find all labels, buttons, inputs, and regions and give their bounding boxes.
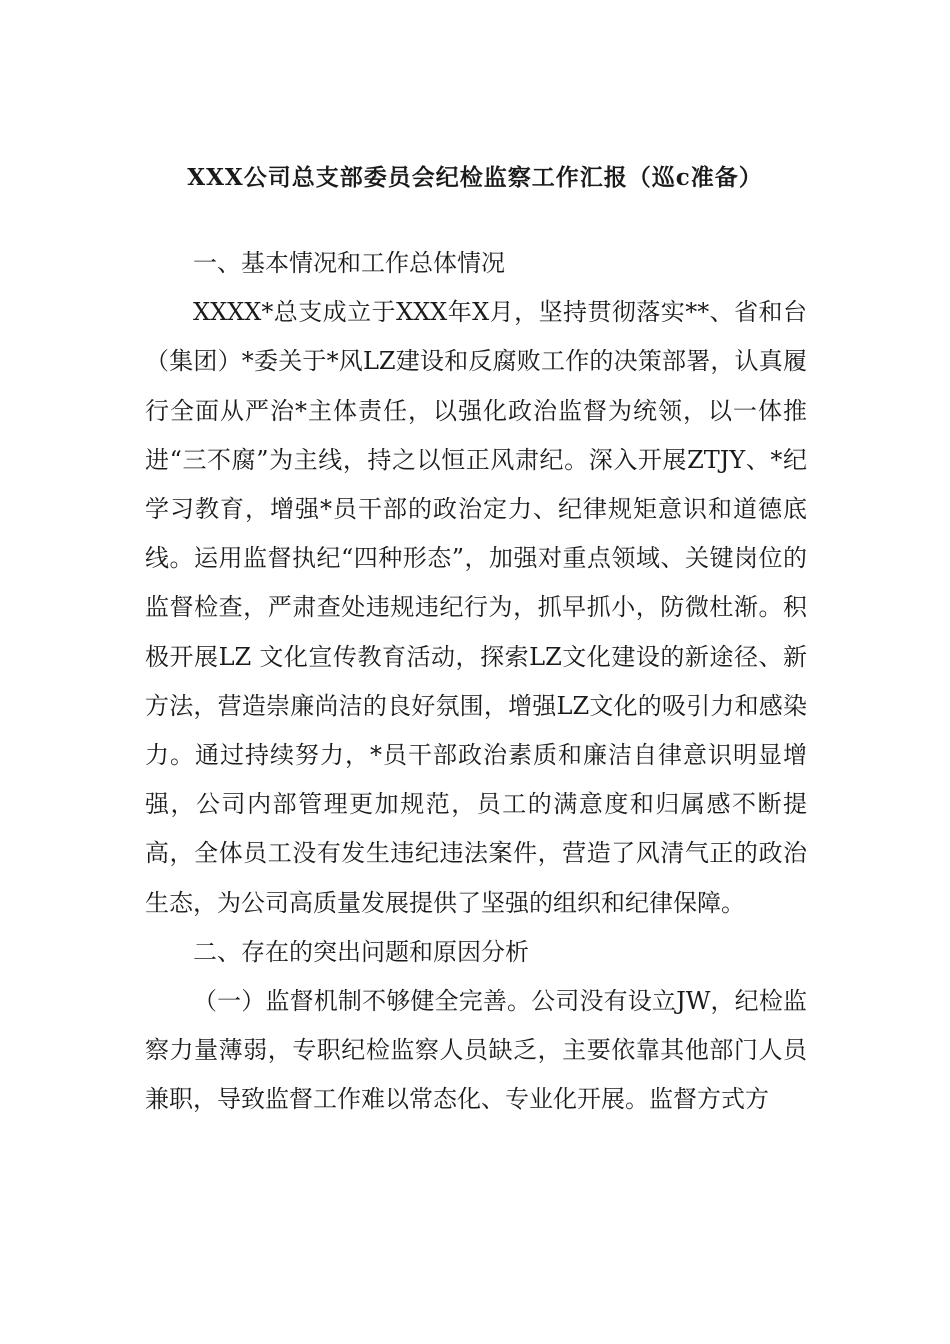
document-body xyxy=(145,239,807,1125)
document-title: XXX公司总支部委员会纪检监察工作汇报（巡c准备） xyxy=(187,164,763,191)
section-heading-2: 二、存在的突出问题和原因分析 xyxy=(193,937,529,966)
section-heading-1: 一、基本情况和工作总体情况 xyxy=(193,249,505,277)
paragraph-issue-1: （一）监督机制不够健全完善。公司没有设立JW，纪检监察力量薄弱，专职纪检监察人员缺乏，主要依靠其他部门人员兼职，导致监督工作难以常态化、专业化开展。监督方式方 xyxy=(145,987,807,1114)
paragraph-overview: XXXX*总支成立于XXX年X月，坚持贯彻落实**、省和台（集团）*委关于*风LZ建设和反腐败工作的决策部署，认真履行全面从严治*主体责任，以强化政治监督为统领，以一体推进“三不腐”为主线，持之以恒正风肃纪。深入开展ZTJY、*纪学习教育，增强*员干部的政治定力、纪律规矩意识和道德底线。运用监督执纪“四种形态”，加强对重点领域、关键岗位的监督检查，严肃查处违规违纪行为，抓早抓小，防微杜渐。积极开展LZ 文化宣传教育活动，探索LZ文化建设的新途径、新方法，营造崇廉尚洁的良好氛围，增强LZ文化的吸引力和感染力。通过持续努力，*员干部政治素质和廉洁自律意识明显增强，公司内部管理更加规范，员工的满意度和归属感不断提高，全体员工没有发生违纪违法案件，营造了风清气正的政治生态，为公司高质量发展提供了坚强的组织和纪律保障。 xyxy=(145,298,807,917)
